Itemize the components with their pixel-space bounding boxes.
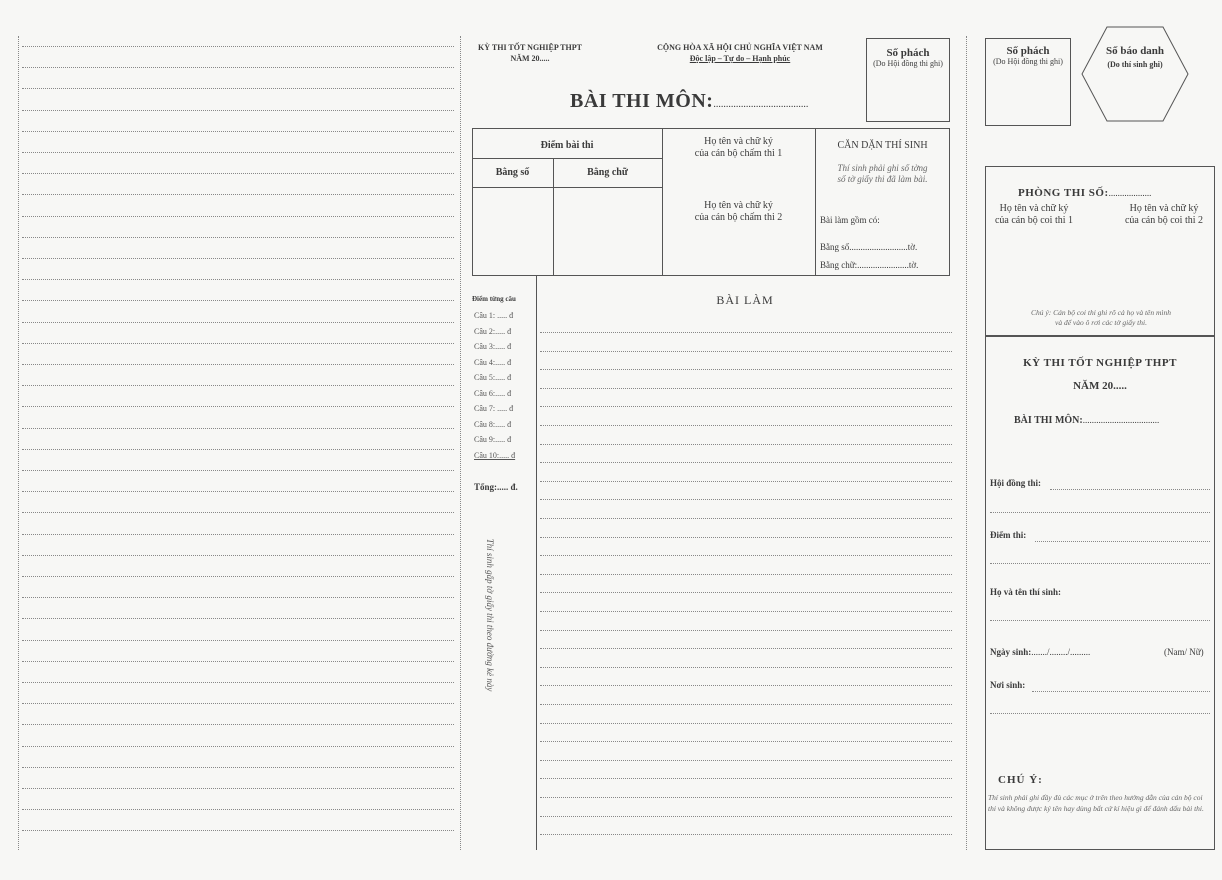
ruled-line [22,322,454,323]
ruled-line [22,470,454,471]
ruled-line [22,746,454,747]
ruled-line [22,767,454,768]
so-phach-box [866,38,950,122]
answer-ruled-line [540,332,952,333]
ruled-line [22,385,454,386]
answer-ruled-line [540,499,952,500]
question-score-item: Câu 3:..... đ [474,342,512,351]
question-score-list [474,308,534,463]
answer-ruled-line [540,667,952,668]
question-score-heading: Điểm từng câu [472,295,516,303]
score-col-words: Bằng chữ [587,167,628,178]
republic-header: CỘNG HÒA XÃ HỘI CHỦ NGHĨA VIỆT NAM Độc lập – Tự do – Hạnh phúc [657,43,823,63]
answer-ruled-line [540,685,952,686]
answer-ruled-line [540,741,952,742]
right-exam-title: KỲ THI TỐT NGHIỆP THPT [1023,357,1177,369]
ruled-line [22,449,454,450]
ruled-line [22,173,454,174]
grader-2: Họ tên và chữ ký của cán bộ chấm thi 2 [694,200,783,223]
ruled-line [22,512,454,513]
ruled-line [22,534,454,535]
right-exam-year: NĂM 20..... [1073,380,1127,392]
ruled-line [22,343,454,344]
site-label: Điểm thi: [990,530,1027,540]
fold-line [460,36,461,850]
note-title: CHÚ Ý: [998,774,1043,786]
answer-title: BÀI LÀM [716,293,774,307]
fold-instruction: Thí sinh gấp tờ giấy thi theo đường kẻ này [485,538,495,692]
score-col-number: Bằng số [495,167,530,178]
answer-ruled-line [540,537,952,538]
ruled-line [22,194,454,195]
council-label: Hội đồng thi: [990,478,1042,488]
answer-ruled-line [540,797,952,798]
answer-ruled-line [540,388,952,389]
ruled-line [22,46,454,47]
ruled-line [22,830,454,831]
room-label: PHÒNG THI SỐ:................... [1018,187,1152,199]
ruled-line [22,300,454,301]
question-score-item: Câu 4:..... đ [474,357,512,367]
answer-ruled-line [540,369,952,370]
proctor-1: Họ tên và chữ ký của cán bộ coi thi 1 [994,203,1074,226]
score-column-divider [536,276,537,850]
pages-number: Bằng số..........................tờ. [820,242,918,252]
answer-ruled-line [540,444,952,445]
right-fold-line [966,36,967,850]
ruled-line [22,597,454,598]
so-bao-danh-label: Số báo danh [1105,45,1165,57]
ruled-line [22,788,454,789]
answer-ruled-line [540,351,952,352]
answer-ruled-line [540,778,952,779]
question-score-item: Câu 1: ..... đ [474,311,514,320]
ruled-line [22,618,454,619]
so-bao-danh-hexagon [1080,25,1190,123]
so-bao-danh-note: (Do thí sinh ghi) [1107,60,1163,69]
question-score-item: Câu 6:..... đ [474,388,512,398]
answer-ruled-line [540,760,952,761]
answer-ruled-line [540,425,952,426]
ruled-line [22,258,454,259]
note-text: Thí sinh phải ghi đầy đủ các mục ở trên theo hướng dẫn của cán bộ coi thi và không được ký tên hay dùng bất cứ kí hiệu gì để đánh dấu bài thi. [988,793,1204,813]
ruled-line [22,428,454,429]
ruled-line [22,406,454,407]
answer-ruled-line [540,704,952,705]
instruction-title: CĂN DẶN THÍ SINH [837,140,928,151]
answer-ruled-line [540,555,952,556]
ruled-line [22,682,454,683]
question-score-item: Câu 5:..... đ [474,373,512,382]
answer-ruled-line [540,481,952,482]
proctor-note: Chú ý: Cán bộ coi thi ghi rõ cả họ và tên mình và để vào ô rơi các tờ giấy thi. [1031,308,1171,327]
answer-ruled-line [540,611,952,612]
ruled-line [22,88,454,89]
question-score-item: Câu 2:..... đ [474,326,512,336]
ruled-line [22,640,454,641]
answer-ruled-line [540,816,952,817]
answer-ruled-line [540,462,952,463]
proctor-2: Họ tên và chữ ký của cán bộ coi thi 2 [1124,203,1204,226]
gender-label: (Nam/ Nữ) [1164,647,1204,657]
name-label: Họ và tên thí sinh: [990,587,1062,597]
exam-title-left: KỲ THI TỐT NGHIỆP THPT NĂM 20..... [478,43,582,63]
ruled-line [22,555,454,556]
ruled-line [22,364,454,365]
ruled-line [22,809,454,810]
pages-words: Bằng chữ:.......................tờ. [820,260,919,270]
ruled-line [22,67,454,68]
ruled-line [22,237,454,238]
answer-ruled-line [540,592,952,593]
right-subject: BÀI THI MÔN:.................................. [1014,415,1160,426]
answer-ruled-line [540,406,952,407]
grader-1: Họ tên và chữ ký của cán bộ chấm thi 1 [694,136,783,159]
so-phach-note: (Do Hội đồng thi ghi) [873,59,943,68]
ruled-line [22,491,454,492]
ruled-line [22,661,454,662]
question-score-item: Câu 7: ..... đ [474,404,514,413]
right-so-phach-box: Số phách (Do Hội đồng thi ghi) [985,38,1071,126]
pages-label: Bài làm gồm có: [820,215,880,225]
ruled-line [22,216,454,217]
left-lined-page [18,36,458,850]
answer-ruled-line [540,648,952,649]
question-score-item: Câu 8:..... đ [474,419,512,429]
question-score-total: Tổng:..... đ. [474,482,518,492]
instruction-text: Thí sinh phải ghi số tờng số tờ giấy thi đã làm bài. [837,163,928,184]
ruled-line [22,724,454,725]
ruled-line [22,703,454,704]
subject-title: BÀI THI MÔN:...................................... [570,90,809,112]
question-score-item: Câu 9:..... đ [474,435,512,444]
answer-ruled-line [540,574,952,575]
birthplace-label: Nơi sinh: [990,680,1026,690]
so-phach-label: Số phách [886,47,930,59]
ruled-line [22,576,454,577]
answer-ruled-line [540,834,952,835]
score-header: Điểm bài thi [540,140,594,151]
ruled-line [22,131,454,132]
dob-row: Ngày sinh:......./......../......... [990,647,1091,657]
answer-ruled-line [540,518,952,519]
question-score-item: Câu 10:..... đ [474,450,516,460]
answer-ruled-line [540,630,952,631]
ruled-line [22,152,454,153]
ruled-line [22,110,454,111]
answer-ruled-line [540,723,952,724]
ruled-line [22,279,454,280]
